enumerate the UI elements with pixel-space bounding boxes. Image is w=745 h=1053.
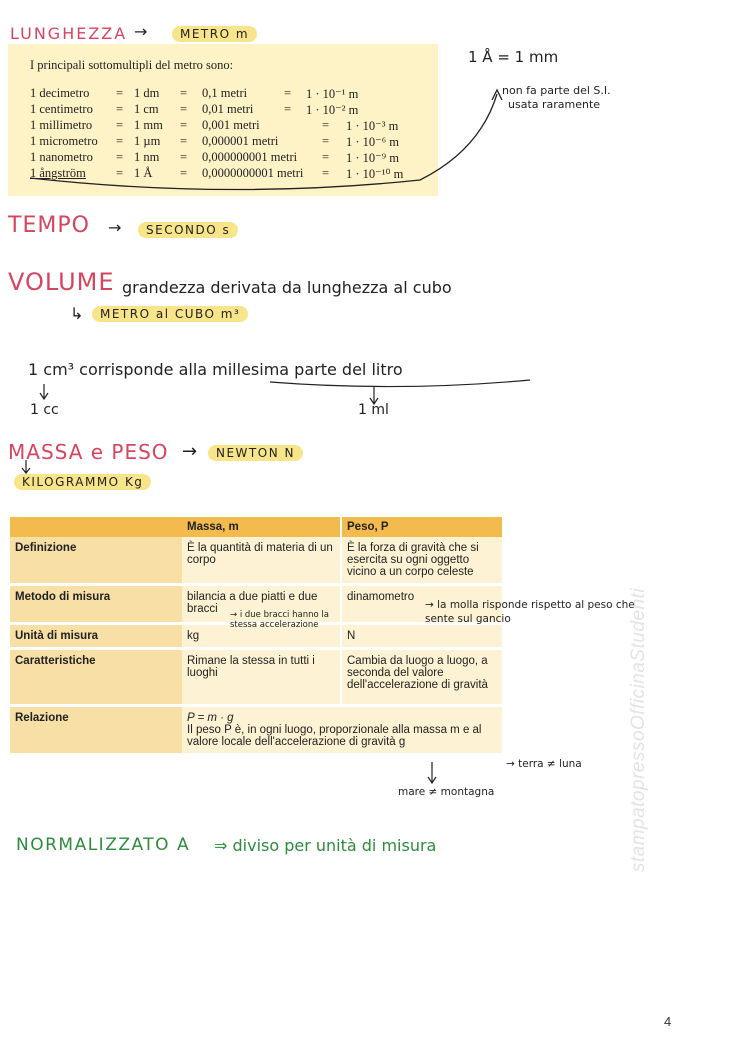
normalizzato-description: ⇒ diviso per unità di misura xyxy=(214,836,437,855)
metro-cubo-highlight: METRO al CUBO m³ xyxy=(92,306,248,322)
metro-unit-highlight: METRO m xyxy=(172,26,257,42)
length-row: 1 millimetro = 1 mm = 0,001 metri = 1 · 10⁻³ m xyxy=(30,118,399,133)
terra-luna-note: → terra ≠ luna xyxy=(506,758,582,770)
table-row: Metodo di misura bilancia a due piatti e due bracci dinamometro xyxy=(10,585,502,624)
down-arrow-icon xyxy=(20,460,32,474)
table-row: Caratteristiche Rimane la stessa in tutti i luoghi Cambia da luogo a luogo, a seconda del valore dell'accelerazione di gravità xyxy=(10,649,502,706)
volume-description: grandezza derivata da lunghezza al cubo xyxy=(122,278,452,297)
watermark: stampatopressoOfficinaStudenti xyxy=(628,587,649,873)
dinamometro-note: → la molla risponde rispetto al peso che sente sul gancio xyxy=(425,599,635,625)
massa-peso-title: MASSA e PESO xyxy=(8,440,169,464)
length-intro: I principali sottomultipli del metro sono: xyxy=(30,58,234,72)
arrow-icon: → xyxy=(182,441,198,462)
newton-highlight: NEWTON N xyxy=(208,445,303,461)
length-row: 1 nanometro = 1 nm = 0,000000001 metri = 1 · 10⁻⁹ m xyxy=(30,150,399,165)
arrow-icon: → xyxy=(134,22,148,41)
ml-label: 1 ml xyxy=(358,402,389,418)
si-note: non fa parte del S.I. xyxy=(502,84,611,97)
rare-note: usata raramente xyxy=(508,98,601,111)
arrow-icon: → xyxy=(108,218,122,237)
bracci-note: → i due bracci hanno la stessa accelerazione xyxy=(230,610,329,630)
secondo-unit-highlight: SECONDO s xyxy=(138,222,238,238)
massa-peso-table xyxy=(10,517,502,753)
table-row: Unità di misura kg N xyxy=(10,624,502,649)
down-arrow-icon xyxy=(426,762,438,784)
length-row: 1 centimetro = 1 cm = 0,01 metri = 1 · 10⁻² m xyxy=(30,102,359,117)
lunghezza-title: LUNGHEZZA xyxy=(10,24,128,43)
table-header-row xyxy=(10,517,502,537)
length-row: 1 decimetro = 1 dm = 0,1 metri = 1 · 10⁻¹ m xyxy=(30,86,359,101)
corner-arrow-icon: ↳ xyxy=(70,304,84,323)
normalizzato-title: NORMALIZZATO A xyxy=(16,835,191,855)
peso-header: Peso, P xyxy=(341,517,502,537)
mare-montagna-note: mare ≠ montagna xyxy=(398,786,495,798)
length-row: 1 ångström = 1 Å = 0,0000000001 metri = 1 · 10⁻¹⁰ m xyxy=(30,166,404,181)
kilogrammo-highlight: KILOGRAMMO Kg xyxy=(14,474,151,490)
angstrom-note: 1 Å = 1 mm xyxy=(468,48,559,66)
volume-title: VOLUME xyxy=(8,268,115,296)
tempo-title: TEMPO xyxy=(8,213,90,238)
page-number: 4 xyxy=(664,1014,672,1029)
table-row: Relazione P = m · g Il peso P è, in ogni luogo, proporzionale alla massa m e al valore locale dell'accelerazione di gravità g xyxy=(10,706,502,754)
cm3-sentence: 1 cm³ corrisponde alla millesima parte del litro xyxy=(28,360,403,379)
table-row: Definizione È la quantità di materia di un corpo È la forza di gravità che si esercita su ogni oggetto vicino a un corpo celeste xyxy=(10,537,502,585)
volume-arrows xyxy=(0,0,745,430)
massa-header: Massa, m xyxy=(182,517,341,537)
cc-label: 1 cc xyxy=(30,402,59,418)
length-row: 1 micrometro = 1 µm = 0,000001 metri = 1 · 10⁻⁶ m xyxy=(30,134,399,149)
